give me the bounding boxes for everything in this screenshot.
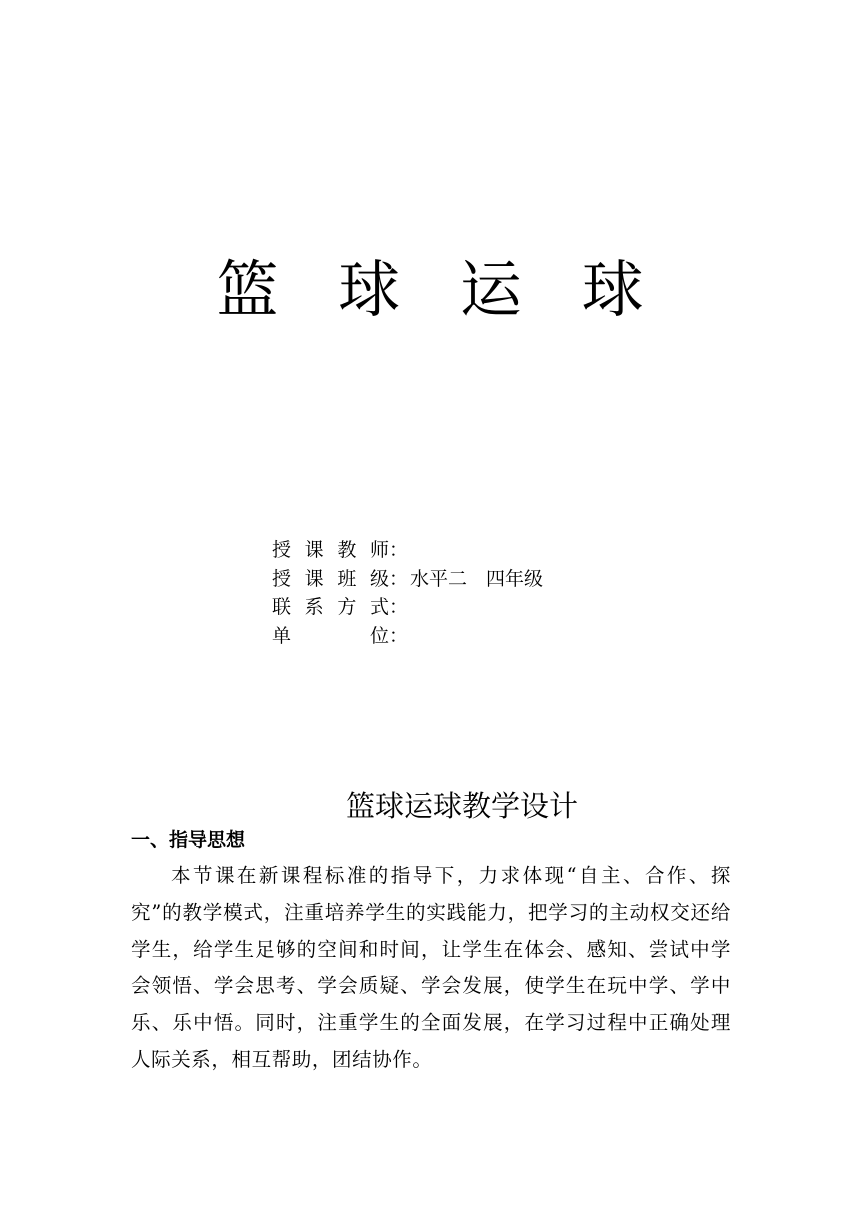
info-label	[272, 593, 408, 622]
cover-title	[0, 252, 860, 328]
info-label-char: 系	[304, 596, 324, 618]
info-value-class: 水平二 四年级	[410, 567, 544, 590]
info-label-char: 级：	[369, 567, 408, 590]
document-title: 篮球运球教学设计	[345, 789, 578, 823]
info-label-char: 授	[272, 567, 292, 590]
info-value-teacher	[408, 536, 410, 565]
info-label-char: 课	[304, 539, 324, 561]
info-value-unit	[408, 622, 410, 651]
info-label-char: 单	[272, 624, 292, 647]
lesson-info-block	[272, 536, 543, 650]
info-label-char: 教	[337, 539, 357, 561]
info-label	[272, 536, 408, 565]
section-body-paragraph: 本节课在新课程标准的指导下，力求体现“自主、合作、探究”的教学模式，注重培养学生的实践能力，把学习的主动权交还给学生，给学生足够的空间和时间，让学生在体会、感知、尝试中学会领悟、学会思考、学会质疑、学会发展，使学生在玩中学、学中乐、乐中悟。同时，注重学生的全面发展，在学习过程中正确处理人际关系，相互帮助，团结协作。	[131, 864, 731, 1071]
info-value-contact	[408, 593, 410, 622]
section-heading: 一、指导思想	[131, 829, 246, 851]
info-label	[272, 565, 408, 594]
info-label-char: 班	[337, 567, 357, 590]
info-row-unit	[272, 622, 543, 651]
info-label-char: 式：	[369, 596, 408, 618]
info-row-class	[272, 565, 543, 594]
info-label	[272, 622, 408, 651]
info-row-contact	[272, 593, 543, 622]
cover-title-char: 球	[338, 253, 401, 326]
info-label-char: 联	[272, 596, 292, 618]
cover-title-char: 篮	[216, 253, 279, 326]
info-label-char: 位：	[369, 624, 408, 647]
cover-title-char: 球	[581, 253, 644, 326]
info-label-char: 授	[272, 539, 292, 561]
info-label-char: 课	[304, 567, 324, 590]
info-label-char: 师：	[369, 539, 408, 561]
cover-title-char: 运	[459, 253, 522, 326]
info-label-char: 方	[337, 596, 357, 618]
info-row-teacher	[272, 536, 543, 565]
